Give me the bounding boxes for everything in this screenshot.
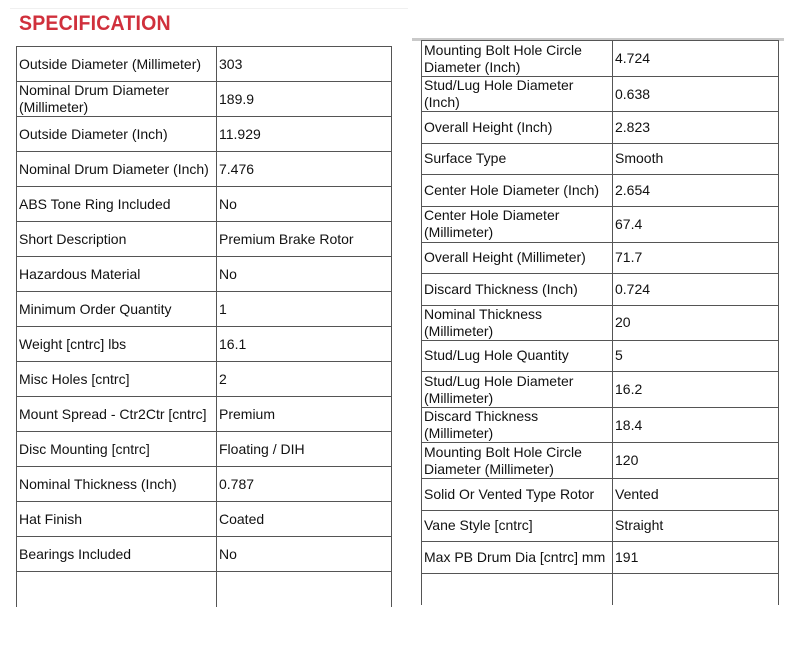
spec-value: No: [217, 187, 392, 222]
spec-label: Bearings Included: [17, 537, 217, 572]
spec-label: Disc Mounting [cntrc]: [17, 432, 217, 467]
spec-value: 4.724: [613, 41, 779, 77]
spec-value: 7.476: [217, 152, 392, 187]
spec-value: 0.638: [613, 77, 779, 112]
spec-value: 189.9: [217, 82, 392, 117]
table-row: [17, 117, 392, 152]
table-row: [17, 47, 392, 82]
table-row: [422, 443, 779, 479]
table-row: [17, 222, 392, 257]
table-row: [17, 467, 392, 502]
table-row: [422, 479, 779, 511]
table-row: [17, 292, 392, 327]
table-row: [422, 305, 779, 340]
spec-label: Weight [cntrc] lbs: [17, 327, 217, 362]
page-title: SPECIFICATION: [19, 12, 171, 35]
table-row: [422, 112, 779, 144]
spec-label: Center Hole Diameter (Inch): [422, 175, 613, 207]
spec-label: Hat Finish: [17, 502, 217, 537]
spec-value: 16.2: [613, 372, 779, 408]
table-row: [17, 397, 392, 432]
table-row: [17, 432, 392, 467]
table-row-cut: [17, 572, 392, 607]
table-row: [422, 510, 779, 542]
spec-label: Surface Type: [422, 143, 613, 175]
table-row: [422, 242, 779, 274]
table-row: [422, 143, 779, 175]
spec-label: Short Description: [17, 222, 217, 257]
table-row: [17, 187, 392, 222]
spec-label: Mounting Bolt Hole Circle Diameter (Inch): [422, 41, 613, 77]
spec-label: Center Hole Diameter (Millimeter): [422, 206, 613, 242]
table-row: [17, 362, 392, 397]
spec-value: 71.7: [613, 242, 779, 274]
spec-value: 1: [217, 292, 392, 327]
spec-label: Mount Spread - Ctr2Ctr [cntrc]: [17, 397, 217, 432]
spec-label: Outside Diameter (Millimeter): [17, 47, 217, 82]
table-row: [17, 82, 392, 117]
spec-label: Misc Holes [cntrc]: [17, 362, 217, 397]
spec-label: Stud/Lug Hole Quantity: [422, 340, 613, 372]
spec-value: 5: [613, 340, 779, 372]
spec-label-empty: [17, 572, 217, 607]
spec-value: 303: [217, 47, 392, 82]
spec-label: Minimum Order Quantity: [17, 292, 217, 327]
spec-value: Coated: [217, 502, 392, 537]
spec-table-right: [421, 40, 779, 605]
spec-value: No: [217, 257, 392, 292]
table-row: [17, 537, 392, 572]
table-row: [17, 327, 392, 362]
spec-label: Nominal Thickness (Inch): [17, 467, 217, 502]
table-row: [422, 372, 779, 408]
spec-value: Premium Brake Rotor: [217, 222, 392, 257]
spec-value: Smooth: [613, 143, 779, 175]
spec-value: 2: [217, 362, 392, 397]
spec-label: Mounting Bolt Hole Circle Diameter (Millimeter): [422, 443, 613, 479]
table-row: [422, 175, 779, 207]
spec-value-empty: [217, 572, 392, 607]
spec-value: 120: [613, 443, 779, 479]
spec-table-left: [16, 46, 392, 607]
spec-label: Outside Diameter (Inch): [17, 117, 217, 152]
spec-label-empty: [422, 573, 613, 605]
table-row: [17, 152, 392, 187]
top-divider-left: [10, 8, 408, 9]
spec-label: Hazardous Material: [17, 257, 217, 292]
spec-value: Premium: [217, 397, 392, 432]
spec-label: Overall Height (Inch): [422, 112, 613, 144]
table-row: [422, 408, 779, 443]
spec-label: Nominal Drum Diameter (Inch): [17, 152, 217, 187]
spec-value: 0.724: [613, 274, 779, 306]
spec-value: Floating / DIH: [217, 432, 392, 467]
spec-value: No: [217, 537, 392, 572]
spec-label: Discard Thickness (Inch): [422, 274, 613, 306]
spec-label: Solid Or Vented Type Rotor: [422, 479, 613, 511]
table-row: [422, 274, 779, 306]
spec-value-empty: [613, 573, 779, 605]
table-row: [422, 206, 779, 242]
table-row: [422, 41, 779, 77]
spec-value: 18.4: [613, 408, 779, 443]
spec-value: Vented: [613, 479, 779, 511]
spec-label: Overall Height (Millimeter): [422, 242, 613, 274]
spec-value: Straight: [613, 510, 779, 542]
table-row: [422, 77, 779, 112]
spec-label: Vane Style [cntrc]: [422, 510, 613, 542]
spec-value: 67.4: [613, 206, 779, 242]
spec-value: 0.787: [217, 467, 392, 502]
spec-label: Stud/Lug Hole Diameter (Inch): [422, 77, 613, 112]
spec-value: 16.1: [217, 327, 392, 362]
spec-value: 2.823: [613, 112, 779, 144]
table-row: [17, 502, 392, 537]
spec-label: ABS Tone Ring Included: [17, 187, 217, 222]
spec-label: Max PB Drum Dia [cntrc] mm: [422, 542, 613, 574]
spec-value: 2.654: [613, 175, 779, 207]
table-row: [422, 542, 779, 574]
spec-value: 191: [613, 542, 779, 574]
table-row-cut: [422, 573, 779, 605]
table-row: [422, 340, 779, 372]
spec-value: 20: [613, 305, 779, 340]
spec-value: 11.929: [217, 117, 392, 152]
spec-label: Nominal Drum Diameter (Millimeter): [17, 82, 217, 117]
spec-label: Nominal Thickness (Millimeter): [422, 305, 613, 340]
table-row: [17, 257, 392, 292]
spec-label: Stud/Lug Hole Diameter (Millimeter): [422, 372, 613, 408]
spec-label: Discard Thickness (Millimeter): [422, 408, 613, 443]
